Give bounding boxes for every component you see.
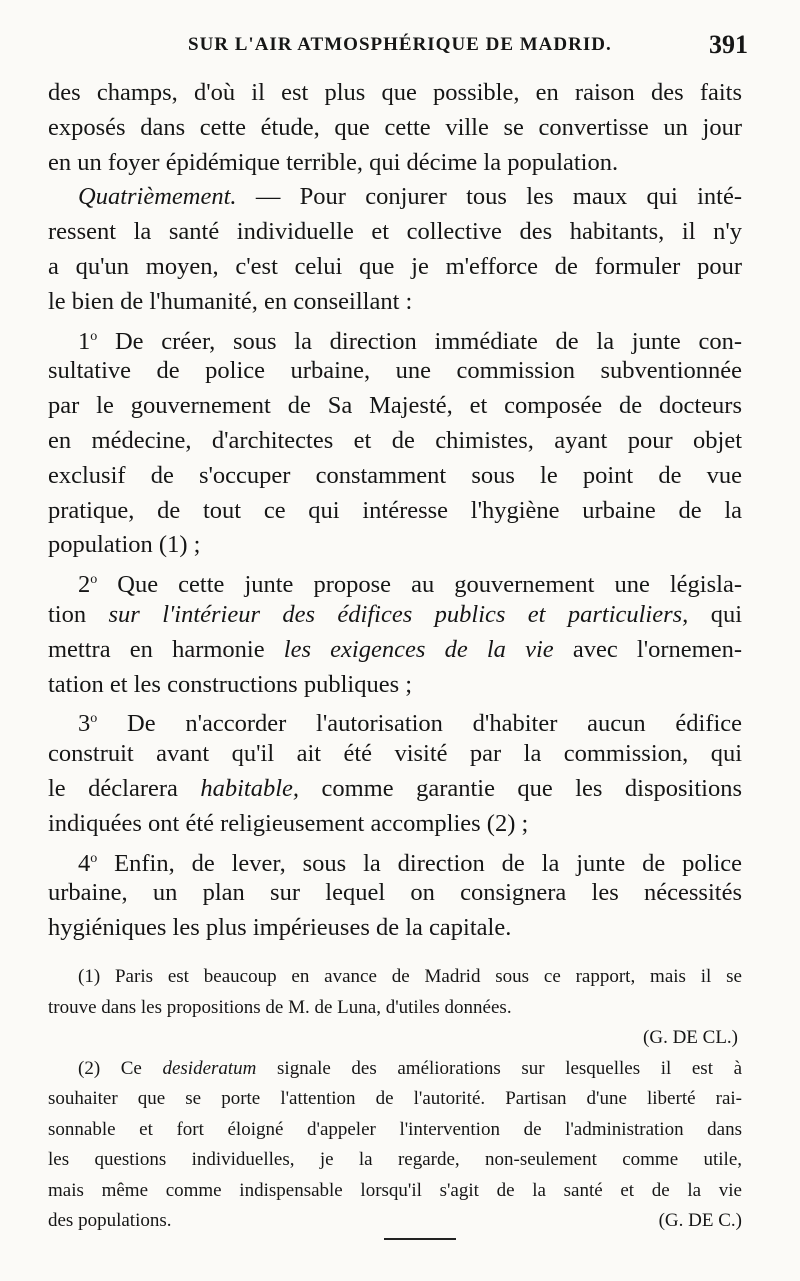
footnote-line: mais même comme indispensable lorsqu'il s'agit de la santé et de la vie (48, 1179, 742, 1201)
text-line: pratique, de tout ce qui intéresse l'hygiène urbaine de la (48, 496, 742, 524)
text-line (48, 598, 742, 633)
text-span: De créer, sous la direction immédiate de la junte con- (114, 327, 742, 355)
list-item-2 (48, 563, 742, 598)
text-span: mettra en harmonie (48, 635, 265, 663)
text-line: urbaine, un plan sur lequel on consignera les nécessités (48, 879, 742, 907)
item-number: 3 (78, 710, 91, 738)
footnote-line: sonnable et fort éloigné d'appeler l'intervention de l'administration dans (48, 1118, 742, 1140)
text-span: comme garantie que les dispositions (321, 774, 743, 802)
text-line: a qu'un moyen, c'est celui que je m'efforce de formuler pour (48, 252, 742, 280)
bottom-rule (384, 1238, 456, 1240)
footnote-line: les questions individuelles, je la regarde, non-seulement comme utile, (48, 1149, 742, 1170)
text-line: en médecine, d'architectes et de chimistes, ayant pour objet (48, 426, 742, 454)
text-span: — Pour conjurer tous les maux qui inté- (255, 183, 742, 211)
list-item-4 (48, 842, 742, 877)
paragraph-quatriemement (48, 180, 742, 215)
italic-span: habitable, (200, 774, 300, 802)
footnotes (48, 962, 742, 1237)
text-span: Que cette junte propose au gouvernement une législa- (117, 571, 742, 599)
page-number: 391 (709, 30, 748, 59)
text-line: construit avant qu'il ait été visité par la commission, qui (48, 740, 742, 768)
text-span: signale des améliorations sur lesquelles il est à (277, 1057, 743, 1079)
text-line: le bien de l'humanité, en conseillant : (48, 287, 413, 315)
text-line: exclusif de s'occuper constamment sous le point de vue (48, 461, 742, 489)
text-line: sultative de police urbaine, une commission subventionnée (48, 357, 742, 385)
item-number: 4 (78, 849, 91, 877)
text-span: De n'accorder l'autorisation d'habiter aucun édifice (127, 710, 743, 738)
footnote-line: trouve dans les propositions de M. de Luna, d'utiles données. (48, 996, 512, 1018)
footnote-line: souhaiter que se porte l'attention de l'autorité. Partisan d'une liberté rai- (48, 1088, 742, 1109)
text-line: ressent la santé individuelle et collective des habitants, il n'y (48, 218, 742, 246)
text-span: tion (48, 600, 87, 628)
list-item-1 (48, 320, 742, 355)
footnote-1-signature: (G. DE CL.) (643, 1027, 738, 1048)
running-title: SUR L'AIR ATMOSPHÉRIQUE DE MADRID. (188, 34, 612, 55)
text-line: hygiéniques les plus impérieuses de la capitale. (48, 914, 512, 942)
text-line: des champs, d'où il est plus que possible, en raison des faits (48, 79, 742, 106)
item-number: 1 (78, 327, 91, 355)
ordinal-mark: o (90, 328, 98, 344)
quatriemement-label: Quatrièmement. (78, 183, 237, 211)
text-line (48, 772, 742, 807)
footnote-2 (48, 1054, 742, 1085)
text-line: exposés dans cette étude, que cette ville se convertisse un jour (48, 113, 742, 141)
ordinal-mark: o (90, 850, 98, 866)
footnote-line (48, 1206, 742, 1237)
text-line: en un foyer épidémique terrible, qui décime la population. (48, 148, 619, 176)
list-item-3 (48, 702, 742, 737)
ordinal-mark: o (90, 711, 98, 727)
text-line (48, 633, 742, 668)
text-span: avec l'ornemen- (572, 635, 743, 663)
italic-span: les exigences de la vie (283, 635, 554, 663)
italic-span: sur l'intérieur des édifices publics et particuliers, (108, 600, 689, 628)
text-span: des populations. (48, 1210, 172, 1231)
text-span: qui (710, 600, 743, 628)
text-span: (2) Ce (78, 1057, 142, 1079)
italic-span: desideratum (162, 1057, 257, 1079)
page-header (48, 30, 748, 64)
ordinal-mark: o (90, 572, 98, 588)
text-line: population (1) ; (48, 531, 201, 559)
footnote-2-signature: (G. DE C.) (658, 1210, 742, 1231)
main-text (48, 76, 742, 946)
text-span: Enfin, de lever, sous la direction de la junte de police (114, 849, 743, 877)
text-line: indiquées ont été religieusement accomplies (2) ; (48, 809, 529, 837)
text-span: le déclarera (48, 774, 178, 802)
footnote-1: (1) Paris est beaucoup en avance de Madrid sous ce rapport, mais il se (78, 966, 742, 987)
text-line: tation et les constructions publiques ; (48, 670, 413, 698)
text-line: par le gouvernement de Sa Majesté, et composée de docteurs (48, 392, 742, 420)
item-number: 2 (78, 571, 91, 599)
